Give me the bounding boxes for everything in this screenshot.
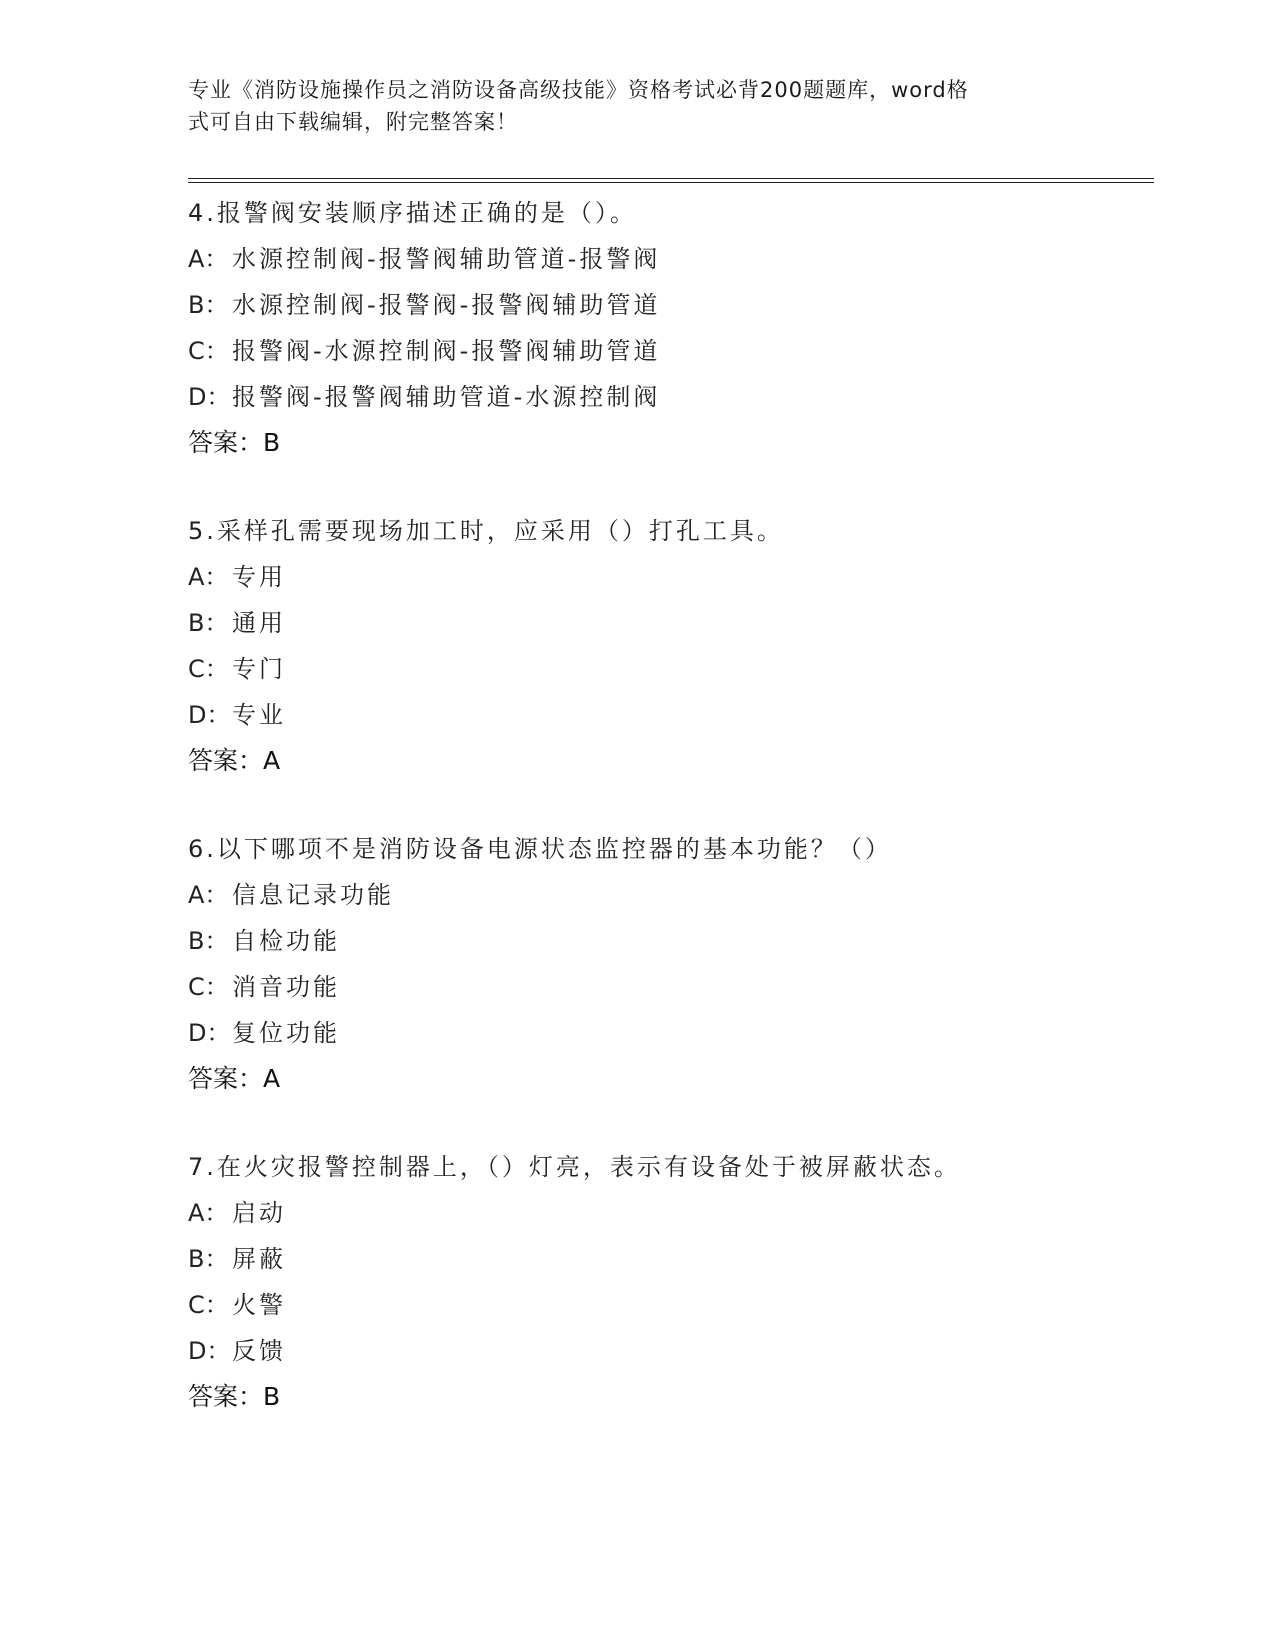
option-text: 反馈: [232, 1337, 286, 1365]
option-b: [188, 282, 1168, 328]
option-c: [188, 964, 1168, 1010]
option-key: C：: [188, 1291, 229, 1319]
option-text: 专门: [232, 655, 286, 683]
question-stem: 5.采样孔需要现场加工时，应采用（）打孔工具。: [188, 517, 784, 545]
document-header: [188, 74, 1068, 138]
option-text: 专业: [232, 701, 286, 729]
option-key: A：: [188, 881, 229, 909]
option-text: 水源控制阀-报警阀-报警阀辅助管道: [232, 291, 661, 319]
option-c: [188, 328, 1168, 374]
option-key: B：: [188, 291, 229, 319]
question-4: [188, 190, 1168, 466]
question-6: [188, 826, 1168, 1102]
option-key: D：: [188, 701, 231, 729]
question-stem: 4.报警阀安装顺序描述正确的是（）。: [188, 199, 637, 227]
option-key: A：: [188, 245, 229, 273]
question-5: [188, 508, 1168, 784]
question-list: [188, 190, 1168, 1462]
option-key: D：: [188, 1337, 231, 1365]
option-key: D：: [188, 1019, 231, 1047]
option-a: [188, 554, 1168, 600]
option-key: C：: [188, 655, 229, 683]
option-c: [188, 1282, 1168, 1328]
option-text: 启动: [232, 1199, 286, 1227]
option-d: [188, 1010, 1168, 1056]
option-a: [188, 236, 1168, 282]
option-text: 消音功能: [232, 973, 340, 1001]
option-text: 自检功能: [232, 927, 340, 955]
option-text: 水源控制阀-报警阀辅助管道-报警阀: [232, 245, 661, 273]
option-b: [188, 600, 1168, 646]
option-text: 报警阀-水源控制阀-报警阀辅助管道: [232, 337, 661, 365]
option-text: 复位功能: [232, 1019, 340, 1047]
option-d: [188, 374, 1168, 420]
option-key: B：: [188, 609, 229, 637]
option-key: B：: [188, 1245, 229, 1273]
question-7: [188, 1144, 1168, 1420]
option-d: [188, 1328, 1168, 1374]
option-b: [188, 918, 1168, 964]
answer-line: 答案：B: [188, 428, 281, 457]
question-stem: 7.在火灾报警控制器上，（）灯亮，表示有设备处于被屏蔽状态。: [188, 1153, 961, 1181]
option-a: [188, 872, 1168, 918]
option-key: C：: [188, 973, 229, 1001]
answer-line: 答案：B: [188, 1382, 281, 1411]
header-divider-top: [188, 178, 1154, 179]
option-a: [188, 1190, 1168, 1236]
option-text: 专用: [232, 563, 286, 591]
option-text: 信息记录功能: [232, 881, 394, 909]
answer-line: 答案：A: [188, 1064, 281, 1093]
header-line-1: 专业《消防设施操作员之消防设备高级技能》资格考试必背200题题库，word格: [188, 78, 969, 102]
header-line-2: 式可自由下载编辑，附完整答案！: [188, 110, 518, 134]
option-key: D：: [188, 383, 231, 411]
option-b: [188, 1236, 1168, 1282]
option-key: A：: [188, 563, 229, 591]
option-text: 火警: [232, 1291, 286, 1319]
option-d: [188, 692, 1168, 738]
header-divider-bottom: [188, 182, 1154, 183]
option-key: C：: [188, 337, 229, 365]
option-key: B：: [188, 927, 229, 955]
option-key: A：: [188, 1199, 229, 1227]
option-c: [188, 646, 1168, 692]
option-text: 通用: [232, 609, 286, 637]
answer-line: 答案：A: [188, 746, 281, 775]
option-text: 报警阀-报警阀辅助管道-水源控制阀: [232, 383, 661, 411]
question-stem: 6.以下哪项不是消防设备电源状态监控器的基本功能？（）: [188, 835, 892, 863]
option-text: 屏蔽: [232, 1245, 286, 1273]
